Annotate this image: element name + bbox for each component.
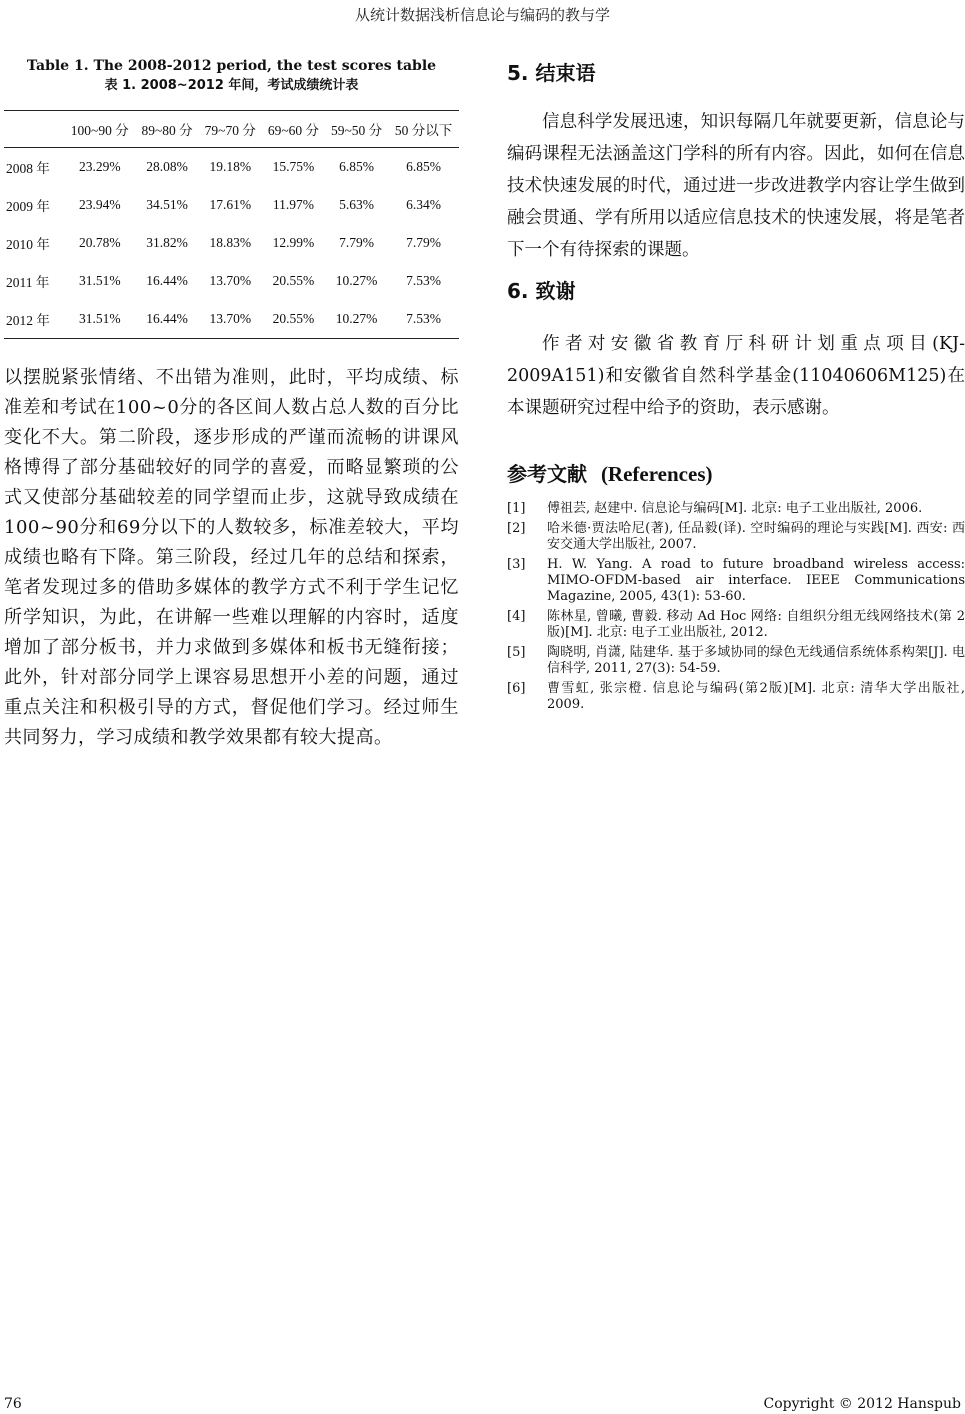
table-header-cell: 79~70 分 [204,123,256,138]
copyright-notice: Copyright © 2012 Hanspub [763,1396,961,1412]
table-cell: 10.27% [335,273,378,288]
reference-text: 曹雪虹, 张宗橙. 信息论与编码(第2版)[M]. 北京: 清华大学出版社, 2009. [547,681,965,712]
table-cell: 19.18% [209,159,252,174]
reference-item [507,609,965,641]
table-header-cell: 59~50 分 [331,123,383,138]
year-cell: 2012 年 [6,313,50,328]
year-cell: 2008 年 [6,161,50,176]
table-row [4,224,459,262]
table-cell: 13.70% [209,311,252,326]
body-paragraph: 以摆脱紧张情绪、不出错为准则，此时，平均成绩、标准差和考试在100~0分的各区间人数占总人数的百分比变化不大。第二阶段，逐步形成的严谨而流畅的讲课风格博得了部分基础较好的同学的喜爱，而略显繁琐的公式又使部分基础较差的同学望而止步，这就导致成绩在100~90分和69分以下的人数较多，标准差较大，平均成绩也略有下降。第三阶段，经过几年的总结和探索，笔者发现过多的借助多媒体的教学方式不利于学生记忆所学知识，为此，在讲解一些难以理解的内容时，适度增加了部分板书，并力求做到多媒体和板书无缝衔接；此外，针对部分同学上课容易思想开小差的问题，通过重点关注和积极引导的方式，督促他们学习。经过师生共同努力，学习成绩和教学效果都有较大提高。 [4,367,459,748]
table-cell: 11.97% [272,197,314,212]
reference-number: [5] [507,645,526,660]
reference-item [507,645,965,677]
reference-text: 陶晓明, 肖潇, 陆建华. 基于多域协同的绿色无线通信系统体系构架[J]. 电信科学, 2011, 27(3): 54-59. [547,645,965,676]
table-cell: 23.29% [78,159,121,174]
reference-number: [6] [507,681,526,696]
table-row [4,262,459,300]
table-cell: 7.79% [339,235,375,250]
table-cell: 28.08% [146,159,188,174]
reference-item [507,557,965,605]
table-cell: 6.85% [406,159,442,174]
table-header-cell: 69~60 分 [267,123,320,138]
references-title [507,458,965,487]
table-header-cell: 89~80 分 [141,123,193,138]
reference-list [507,501,965,713]
year-cell: 2009 年 [6,199,50,214]
reference-text: 陈林星, 曾曦, 曹毅. 移动 Ad Hoc 网络: 自组织分组无线网络技术(第 2 版)[M]. 北京: 电子工业出版社, 2012. [547,609,965,640]
reference-number: [2] [507,521,526,536]
table-cell: 6.34% [406,197,442,212]
table-cell: 31.82% [146,235,188,250]
table-cell: 7.53% [406,273,442,288]
reference-item [507,501,965,517]
table-cell: 16.44% [146,273,188,288]
table-cell: 20.78% [78,235,121,250]
table-header-cell: 100~90 分 [70,123,129,138]
reference-number: [3] [507,557,526,572]
table-cell: 20.55% [272,311,315,326]
table-row [4,186,459,224]
section-title-acknowledgement: 6. 致谢 [507,279,576,303]
reference-text: 哈米德·贾法哈尼(著), 任品毅(译). 空时编码的理论与实践[M]. 西安: 西安交通大学出版社, 2007. [547,521,965,552]
table-cell: 31.51% [78,273,121,288]
table-cell: 34.51% [146,197,188,212]
table-caption-cn: 表 1. 2008~2012 年间，考试成绩统计表 [104,78,359,93]
table-header-cell: 50 分以下 [394,123,453,138]
table-cell: 5.63% [339,197,375,212]
table-cell: 16.44% [146,311,188,326]
table-cell: 6.85% [339,159,375,174]
table-cell: 10.27% [335,311,378,326]
table-cell: 7.53% [406,311,442,326]
table-cell: 13.70% [209,273,252,288]
left-column [4,56,459,753]
table-cell: 18.83% [209,235,252,250]
body-text [4,363,459,753]
section-title-conclusion: 5. 结束语 [507,61,596,85]
table-cell: 17.61% [209,197,252,212]
table-caption-en: Table 1. The 2008-2012 period, the test scores table [26,58,437,74]
table-header-row [4,111,459,148]
acknowledgement-paragraph: 作者对安徽省教育厅科研计划重点项目(KJ-2009A151)和安徽省自然科学基金(11040606M125)在本课题研究过程中给予的资助，表示感谢。 [507,334,965,418]
table-cell: 23.94% [78,197,121,212]
table-cell: 31.51% [78,311,121,326]
table-header-cell [4,111,64,148]
reference-number: [1] [507,501,526,516]
table-cell: 12.99% [272,235,315,250]
reference-number: [4] [507,609,526,624]
table-cell: 15.75% [272,159,315,174]
right-column [507,56,965,717]
reference-text: H. W. Yang. A road to future broadband wireless access: MIMO-OFDM-based air interface. IEEE Communications Magazine, 2005, 43(1): 53-60. [547,557,965,604]
table-cell: 20.55% [272,273,315,288]
references-title-en: (References) [600,462,713,486]
reference-item [507,521,965,553]
references-title-cn: 参考文献 [507,462,587,486]
running-header: 从统计数据浅析信息论与编码的教与学 [354,6,610,24]
year-cell: 2011 年 [6,275,50,290]
table-cell: 7.79% [406,235,442,250]
reference-item [507,681,965,713]
table-caption [4,56,459,96]
conclusion-paragraph: 信息科学发展迅速，知识每隔几年就要更新，信息论与编码课程无法涵盖这门学科的所有内容。因此，如何在信息技术快速发展的时代，通过进一步改进教学内容让学生做到融会贯通、学有所用以适应信息技术的快速发展，将是笔者下一个有待探索的课题。 [507,112,965,260]
scores-table [4,110,459,339]
reference-text: 傅祖芸, 赵建中. 信息论与编码[M]. 北京: 电子工业出版社, 2006. [547,501,923,516]
year-cell: 2010 年 [6,237,50,252]
page-number: 76 [4,1396,22,1412]
table-row [4,148,459,187]
table-row [4,300,459,339]
